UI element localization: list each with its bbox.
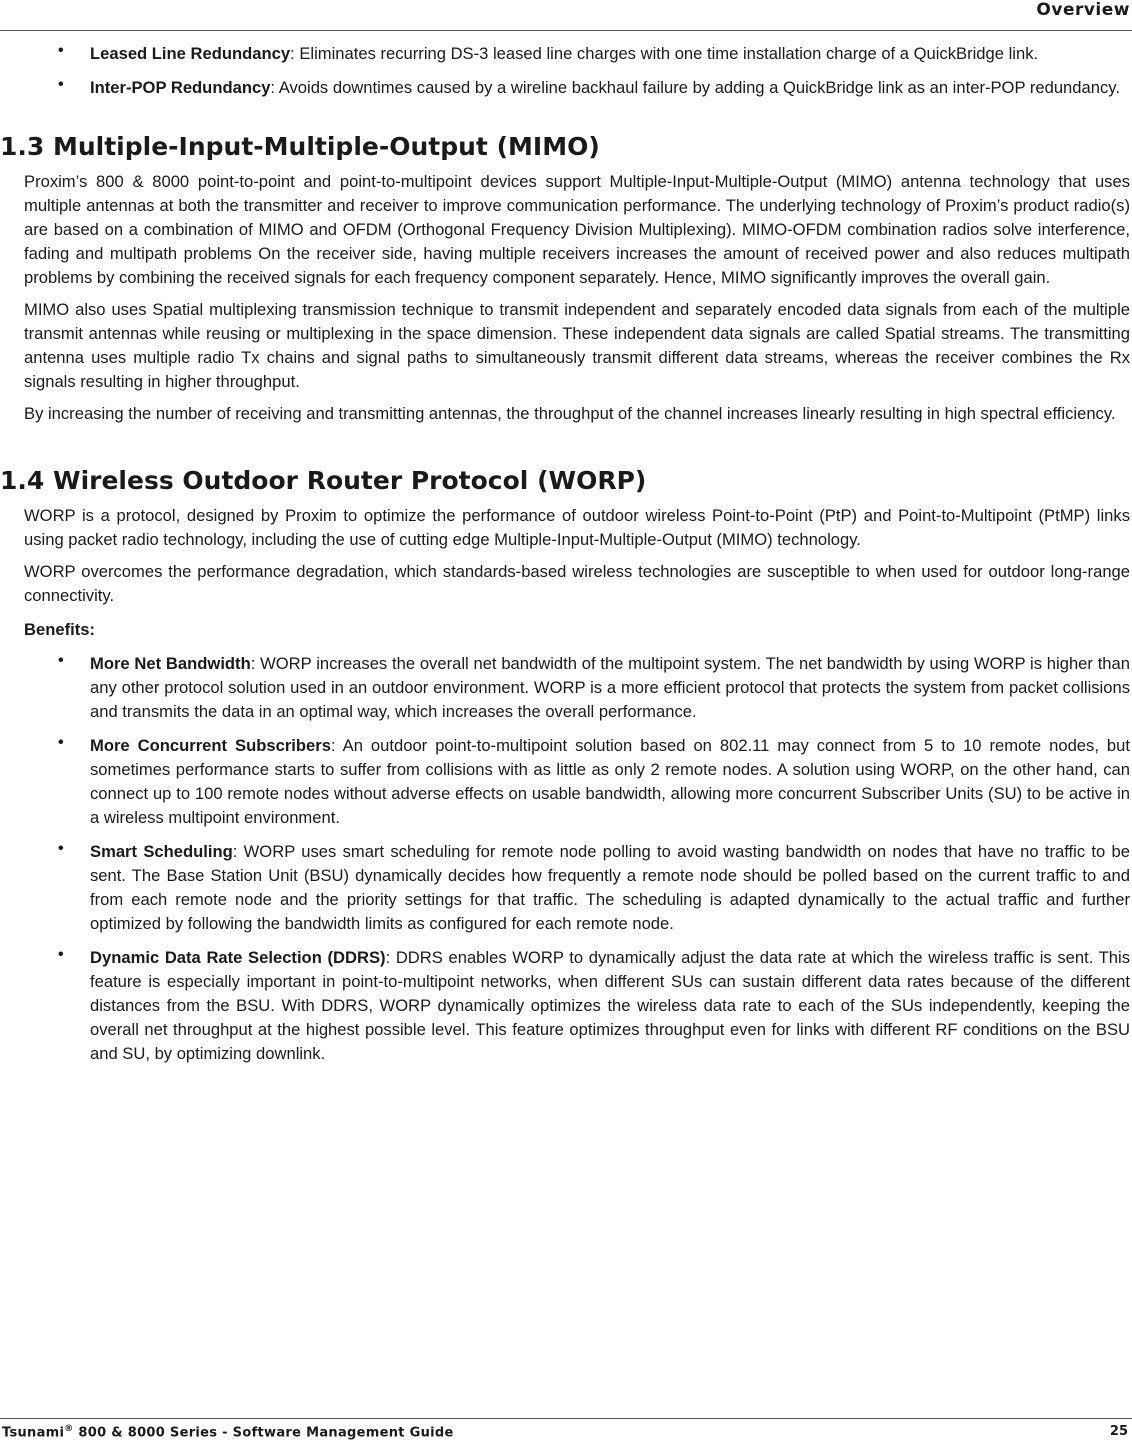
bullet-more-concurrent-subscribers bbox=[58, 734, 1130, 830]
paragraph: By increasing the number of receiving and transmitting antennas, the throughput of the channel increases linearly resulting in high spectral efficiency. bbox=[24, 404, 1116, 423]
footer-brand: Tsunami bbox=[2, 1425, 65, 1441]
bullet-dot-icon: • bbox=[58, 42, 64, 59]
section-heading-mimo: 1.3 Multiple-Input-Multiple-Output (MIMO) bbox=[0, 132, 600, 161]
bullet-inter-pop-redundancy bbox=[58, 76, 1130, 100]
bullet-leased-line-redundancy bbox=[58, 42, 1130, 66]
bullet-label: Smart Scheduling bbox=[90, 842, 233, 861]
paragraph: WORP is a protocol, designed by Proxim to optimize the performance of outdoor wireless Point-to-Point (PtP) and Point-to-Multipoint (PtMP) links using packet radio technology, including the use of cutting edge Multiple-Input-Multiple-Output (MIMO) technology. bbox=[24, 506, 1130, 549]
registered-mark: ® bbox=[64, 1424, 74, 1434]
section-heading-worp: 1.4 Wireless Outdoor Router Protocol (WORP) bbox=[0, 466, 647, 495]
bullet-dot-icon: • bbox=[58, 652, 64, 669]
footer-guide-title bbox=[2, 1424, 454, 1440]
bullet-text: : Eliminates recurring DS-3 leased line charges with one time installation charge of a QuickBridge link. bbox=[290, 44, 1039, 63]
footer-guide-name: 800 & 8000 Series - Software Management Guide bbox=[73, 1425, 454, 1441]
document-body bbox=[0, 36, 1132, 1066]
bullet-text: : WORP uses smart scheduling for remote node polling to avoid wasting bandwidth on nodes that have no traffic to be sent. The Base Station Unit (BSU) dynamically decides how frequently a remote node should be polled based on the current traffic to and from each remote node and the priority settings for that traffic. The scheduling is adapted dynamically to the actual traffic and further optimized by following the bandwidth limits as configured for each remote node. bbox=[90, 842, 1130, 933]
header-rule bbox=[0, 30, 1132, 31]
bullet-text: : DDRS enables WORP to dynamically adjust the data rate at which the wireless traffic is sent. This feature is especially important in point-to-multipoint networks, when different SUs can sustain different data rates because of the different distances from the BSU. With DDRS, WORP dynamically optimizes the wireless data rate to each of the SUs independently, keeping the overall net throughput at the highest possible level. This feature optimizes throughput even for links with different RF conditions on the BSU and SU, by optimizing downlink. bbox=[90, 948, 1130, 1063]
bullet-dot-icon: • bbox=[58, 946, 64, 963]
bullet-dot-icon: • bbox=[58, 840, 64, 857]
bullet-dynamic-data-rate-selection bbox=[58, 946, 1130, 1066]
bullet-label: More Net Bandwidth bbox=[90, 654, 251, 673]
paragraph: WORP overcomes the performance degradation, which standards-based wireless technologies are susceptible to when used for outdoor long-range connectivity. bbox=[24, 562, 1130, 605]
page-header-title: Overview bbox=[1036, 0, 1130, 20]
benefits-label: Benefits: bbox=[24, 620, 95, 639]
bullet-dot-icon: • bbox=[58, 76, 64, 93]
bullet-text: : An outdoor point-to-multipoint solution based on 802.11 may connect from 5 to 10 remote nodes, but sometimes performance starts to suffer from collisions with as little as only 2 remote nodes. A solution using WORP, on the other hand, can connect up to 100 remote nodes without adverse effects on usable bandwidth, allowing more concurrent Subscriber Units (SU) to be active in a wireless multipoint environment. bbox=[90, 736, 1130, 827]
footer-rule bbox=[0, 1418, 1132, 1419]
bullet-label: Leased Line Redundancy bbox=[90, 44, 291, 63]
bullet-dot-icon: • bbox=[58, 734, 64, 751]
bullet-label: More Concurrent Subscribers bbox=[90, 736, 331, 755]
bullet-text: : Avoids downtimes caused by a wireline backhaul failure by adding a QuickBridge link as an inter-POP redundancy. bbox=[270, 78, 1120, 97]
page-number: 25 bbox=[1109, 1424, 1128, 1439]
paragraph: Proxim’s 800 & 8000 point-to-point and point-to-multipoint devices support Multiple-Input-Multiple-Output (MIMO) antenna technology that uses multiple antennas at both the transmitter and receiver to improve communication performance. The underlying technology of Proxim’s product radio(s) are based on a combination of MIMO and OFDM (Orthogonal Frequency Division Multiplexing). MIMO-OFDM combination radios solve interference, fading and multipath problems On the receiver side, having multiple receivers increases the amount of received power and also reduces multipath problems by combining the received signals for each frequency component separately. Hence, MIMO significantly improves the overall gain. bbox=[24, 172, 1130, 287]
bullet-text: : WORP increases the overall net bandwidth of the multipoint system. The net bandwidth by using WORP is higher than any other protocol solution used in an outdoor environment. WORP is a more efficient protocol that protects the system from packet collisions and transmits the data in an optimal way, which increases the overall performance. bbox=[90, 654, 1130, 721]
bullet-smart-scheduling bbox=[58, 840, 1130, 936]
bullet-more-net-bandwidth bbox=[58, 652, 1130, 724]
bullet-label: Dynamic Data Rate Selection (DDRS) bbox=[90, 948, 386, 967]
paragraph: MIMO also uses Spatial multiplexing transmission technique to transmit independent and separately encoded data signals from each of the multiple transmit antennas while reusing or multiplexing in the space dimension. These independent data signals are called Spatial streams. The transmitting antenna uses multiple radio Tx chains and signal paths to simultaneously transmit different data streams, whereas the receiver combines the Rx signals resulting in higher throughput. bbox=[24, 300, 1130, 391]
bullet-label: Inter-POP Redundancy bbox=[90, 78, 271, 97]
